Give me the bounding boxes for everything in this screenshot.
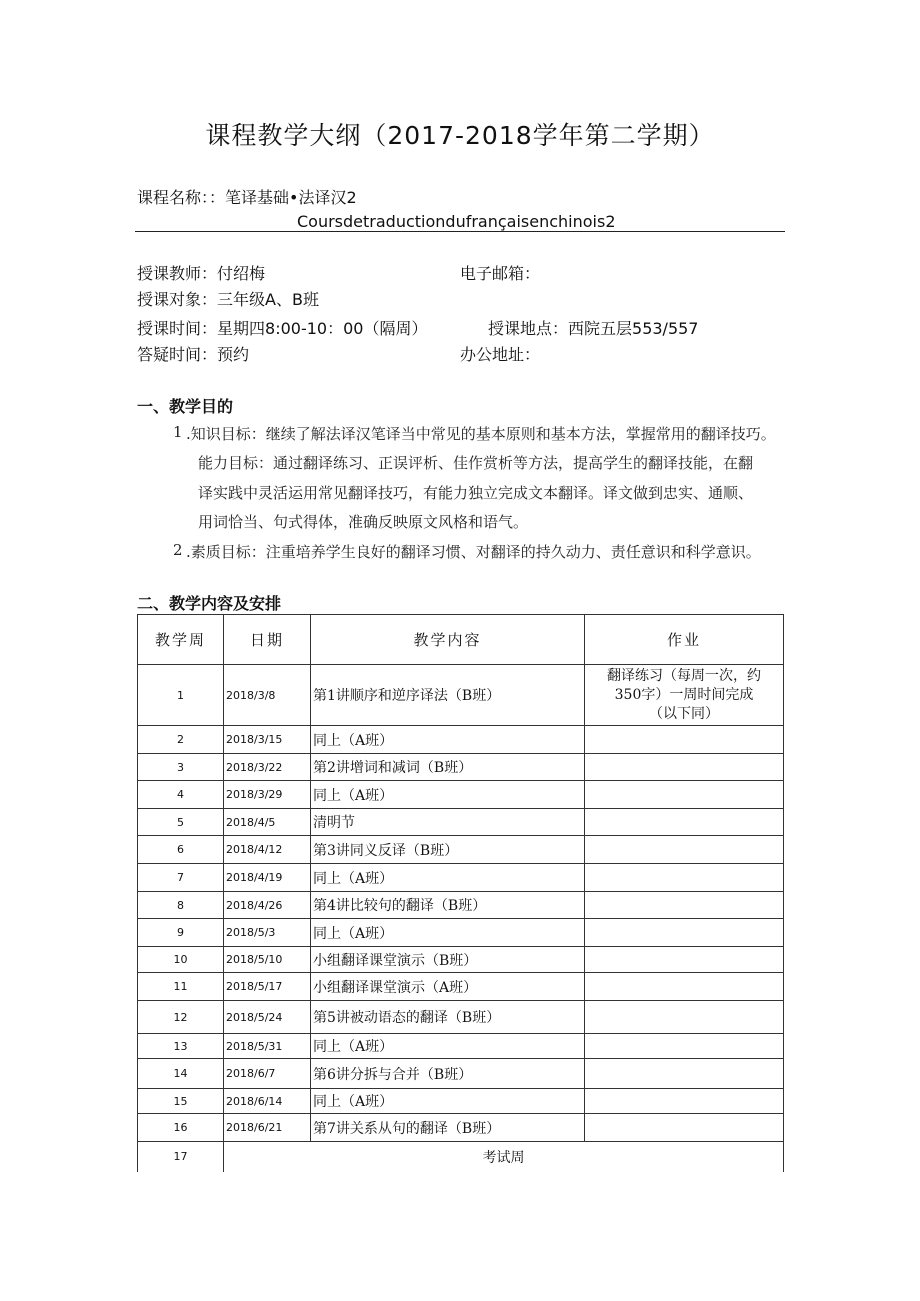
week-cell: 11 xyxy=(138,973,224,1001)
week-cell: 3 xyxy=(138,754,224,781)
week-cell: 8 xyxy=(138,892,224,919)
header-homework: 作业 xyxy=(585,615,784,665)
date-cell: 2018/4/19 xyxy=(224,864,311,892)
section-heading-objectives: 一、教学目的 xyxy=(137,397,234,416)
week-cell: 7 xyxy=(138,864,224,892)
content-cell: 第5讲被动语态的翻译（B班） xyxy=(311,1001,585,1034)
target-value: 三年级A、B班 xyxy=(217,290,319,309)
time-line xyxy=(137,316,427,339)
table-row xyxy=(138,1034,784,1059)
objective-item-1-number: 1 xyxy=(173,423,183,441)
email-label: 电子邮箱： xyxy=(460,264,541,283)
content-cell: 第4讲比较句的翻译（B班） xyxy=(311,892,585,919)
table-row xyxy=(138,864,784,892)
qa-value: 预约 xyxy=(217,345,250,364)
homework-cell xyxy=(585,892,784,919)
course-name-french: Coursdetraductiondufrançaisenchinois2 xyxy=(297,212,616,231)
objective-knowledge: .知识目标：继续了解法译汉笔译当中常见的基本原则和基本方法，掌握常用的翻译技巧。 xyxy=(186,425,776,443)
target-line xyxy=(137,287,319,310)
content-cell: 同上（A班） xyxy=(311,864,585,892)
homework-cell xyxy=(585,754,784,781)
table-row xyxy=(138,665,784,726)
table-row xyxy=(138,1089,784,1114)
time-label: 授课时间： xyxy=(137,319,218,338)
table-row xyxy=(138,726,784,754)
date-cell: 2018/3/22 xyxy=(224,754,311,781)
content-cell: 小组翻译课堂演示（B班） xyxy=(311,947,585,973)
homework-cell xyxy=(585,665,784,726)
week-cell: 16 xyxy=(138,1114,224,1142)
teacher-label: 授课教师： xyxy=(137,264,218,283)
table-row xyxy=(138,754,784,781)
qa-label: 答疑时间： xyxy=(137,345,218,364)
table-row xyxy=(138,1059,784,1089)
content-cell: 第6讲分拆与合并（B班） xyxy=(311,1059,585,1089)
date-cell: 2018/3/29 xyxy=(224,781,311,809)
content-cell: 第3讲同义反译（B班） xyxy=(311,836,585,864)
date-cell: 2018/6/7 xyxy=(224,1059,311,1089)
date-cell: 2018/6/21 xyxy=(224,1114,311,1142)
course-name-value: ：笔译基础•法译汉2 xyxy=(209,188,357,207)
table-row xyxy=(138,973,784,1001)
page-title: 课程教学大纲（2017-2018学年第二学期） xyxy=(205,121,715,150)
objective-ability-line2: 译实践中灵活运用常见翻译技巧，有能力独立完成文本翻译。译文做到忠实、通顺、 xyxy=(198,484,754,502)
week-cell: 14 xyxy=(138,1059,224,1089)
date-cell: 2018/5/24 xyxy=(224,1001,311,1034)
content-cell: 同上（A班） xyxy=(311,1089,585,1114)
place-line xyxy=(488,316,699,339)
date-cell: 2018/4/26 xyxy=(224,892,311,919)
content-cell: 第1讲顺序和逆序译法（B班） xyxy=(311,665,585,726)
date-cell: 2018/5/31 xyxy=(224,1034,311,1059)
week-cell: 15 xyxy=(138,1089,224,1114)
table-row xyxy=(138,919,784,947)
homework-cell xyxy=(585,836,784,864)
table-row xyxy=(138,1001,784,1034)
homework-cell xyxy=(585,1114,784,1142)
table-row xyxy=(138,1114,784,1142)
table-header-row xyxy=(138,615,784,665)
date-cell: 2018/4/12 xyxy=(224,836,311,864)
homework-cell xyxy=(585,781,784,809)
objective-item-2-number: 2 xyxy=(173,541,183,559)
course-name-label: 课程名称： xyxy=(137,188,210,207)
date-cell: 2018/3/15 xyxy=(224,726,311,754)
table-row xyxy=(138,836,784,864)
table-row xyxy=(138,947,784,973)
table-row xyxy=(138,892,784,919)
place-value: 西院五层553/557 xyxy=(568,319,699,338)
week-cell: 1 xyxy=(138,665,224,726)
content-cell: 小组翻译课堂演示（A班） xyxy=(311,973,585,1001)
office-label: 办公地址： xyxy=(460,345,541,364)
course-name-line xyxy=(137,185,357,208)
week-cell: 6 xyxy=(138,836,224,864)
time-value: 星期四8:00-10：00（隔周） xyxy=(217,319,428,338)
date-cell: 2018/6/14 xyxy=(224,1089,311,1114)
homework-cell xyxy=(585,1034,784,1059)
content-cell: 同上（A班） xyxy=(311,919,585,947)
office-line xyxy=(460,342,540,365)
objective-ability-line3: 用词恰当、句式得体，准确反映原文风格和语气。 xyxy=(198,513,529,531)
target-label: 授课对象： xyxy=(137,290,218,309)
week-cell: 5 xyxy=(138,809,224,836)
section-heading-schedule: 二、教学内容及安排 xyxy=(137,594,282,613)
content-cell: 第2讲增词和减词（B班） xyxy=(311,754,585,781)
homework-cell xyxy=(585,1001,784,1034)
week-cell: 17 xyxy=(138,1142,224,1172)
homework-cell xyxy=(585,947,784,973)
header-content: 教学内容 xyxy=(311,615,585,665)
date-cell: 2018/5/10 xyxy=(224,947,311,973)
objective-quality: .素质目标：注重培养学生良好的翻译习惯、对翻译的持久动力、责任意识和科学意识。 xyxy=(186,543,761,561)
homework-cell xyxy=(585,1059,784,1089)
homework-line: （以下同） xyxy=(649,705,719,722)
header-divider xyxy=(135,231,785,232)
exam-cell: 考试周 xyxy=(224,1142,784,1172)
week-cell: 13 xyxy=(138,1034,224,1059)
content-cell: 同上（A班） xyxy=(311,726,585,754)
header-date: 日期 xyxy=(224,615,311,665)
week-cell: 10 xyxy=(138,947,224,973)
objective-ability-line1: 能力目标：通过翻译练习、正误评析、佳作赏析等方法，提高学生的翻译技能，在翻 xyxy=(198,454,754,472)
homework-cell xyxy=(585,1089,784,1114)
content-cell: 第7讲关系从句的翻译（B班） xyxy=(311,1114,585,1142)
header-week: 教学周 xyxy=(138,615,224,665)
schedule-table xyxy=(137,614,784,1172)
content-cell: 清明节 xyxy=(311,809,585,836)
week-cell: 2 xyxy=(138,726,224,754)
table-row xyxy=(138,809,784,836)
week-cell: 4 xyxy=(138,781,224,809)
week-cell: 12 xyxy=(138,1001,224,1034)
homework-cell xyxy=(585,726,784,754)
date-cell: 2018/5/17 xyxy=(224,973,311,1001)
date-cell: 2018/5/3 xyxy=(224,919,311,947)
homework-cell xyxy=(585,809,784,836)
homework-line: 翻译练习（每周一次，约 xyxy=(607,667,761,684)
teacher-value: 付绍梅 xyxy=(217,264,266,283)
email-line xyxy=(460,261,540,284)
date-cell: 2018/4/5 xyxy=(224,809,311,836)
date-cell: 2018/3/8 xyxy=(224,665,311,726)
content-cell: 同上（A班） xyxy=(311,1034,585,1059)
homework-cell xyxy=(585,973,784,1001)
qa-line xyxy=(137,342,249,365)
homework-line: 350字）一周时间完成 xyxy=(614,686,754,703)
content-cell: 同上（A班） xyxy=(311,781,585,809)
homework-cell xyxy=(585,864,784,892)
table-row xyxy=(138,781,784,809)
place-label: 授课地点： xyxy=(488,319,569,338)
week-cell: 9 xyxy=(138,919,224,947)
exam-row xyxy=(138,1142,784,1172)
homework-cell xyxy=(585,919,784,947)
teacher-line xyxy=(137,261,265,284)
